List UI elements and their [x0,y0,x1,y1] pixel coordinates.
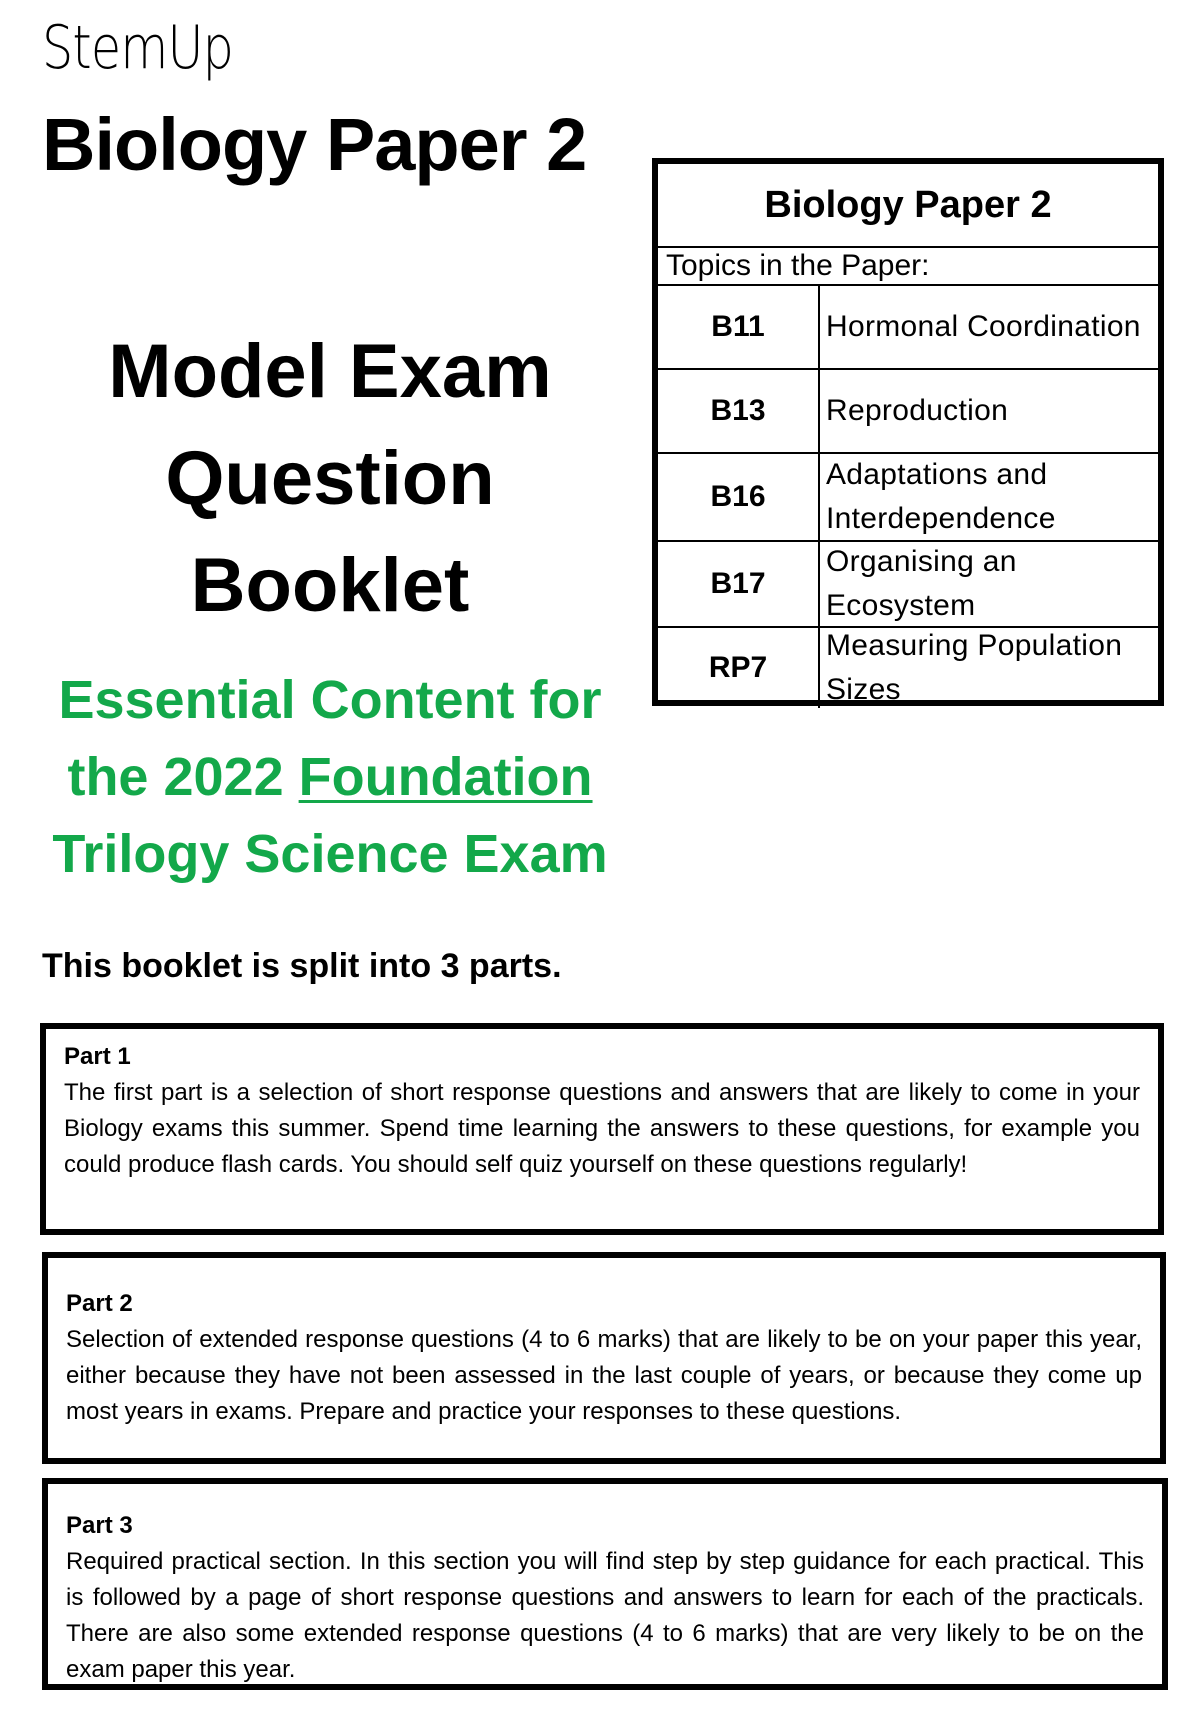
part-1-box [40,1023,1164,1235]
part-body: The first part is a selection of short response questions and answers that are likely to come in your Biology exams this summer. Spend time learning the answers to these questions, for example you could produce flash cards. You should self quiz yourself on these questions regularly! [64,1079,1140,1178]
brand-logo-text: StemUp [42,13,234,83]
booklet-subtitle [40,662,620,893]
topic-name: Measuring Population Sizes [826,629,1123,706]
topics-table-heading: Biology Paper 2 [658,164,1158,248]
topic-code: RP7 [658,628,820,708]
topic-name: Adaptations and Interdependence [826,458,1056,535]
paper-title: Biology Paper 2 [42,103,587,186]
topic-name: Hormonal Coordination [826,310,1141,343]
part-heading: Part 1 [64,1043,131,1070]
part-heading: Part 3 [66,1512,133,1539]
booklet-title [40,318,620,639]
part-heading: Part 2 [66,1290,133,1317]
booklet-title-line: Model Exam [108,329,552,414]
topic-code: B17 [658,542,820,626]
table-row [658,628,1158,708]
part-3-box [42,1478,1168,1690]
subtitle-line [40,739,620,816]
subtitle-underlined-word: Foundation [298,747,593,807]
part-body: Required practical section. In this section you will find step by step guidance for each practical. This is followed by a page of short response questions and answers to learn for each of the practicals. There are also some extended response questions (4 to 6 marks) that are very likely to be on the exam paper this year. [66,1548,1144,1683]
subtitle-line: Essential Content for [58,670,602,730]
topic-name: Reproduction [826,394,1009,427]
topic-code: B16 [658,454,820,540]
topics-table-subheading: Topics in the Paper: [658,248,1158,286]
table-row [658,542,1158,628]
part-body: Selection of extended response questions (4 to 6 marks) that are likely to be on your paper this year, either because they have not been assessed in the last couple of years, or because they come up most years in exams. Prepare and practice your responses to these questions. [66,1326,1142,1425]
booklet-title-line: Booklet [190,543,470,628]
booklet-title-line: Question [165,436,495,521]
split-intro-text: This booklet is split into 3 parts. [42,947,562,985]
topic-name: Organising an Ecosystem [826,545,1017,622]
subtitle-line: Trilogy Science Exam [52,824,608,884]
table-row [658,370,1158,454]
topics-table [652,158,1164,706]
topic-code: B13 [658,370,820,452]
table-row [658,286,1158,370]
subtitle-prefix: the 2022 [67,747,299,807]
part-2-box [42,1252,1166,1464]
topic-code: B11 [658,286,820,368]
table-row [658,454,1158,542]
